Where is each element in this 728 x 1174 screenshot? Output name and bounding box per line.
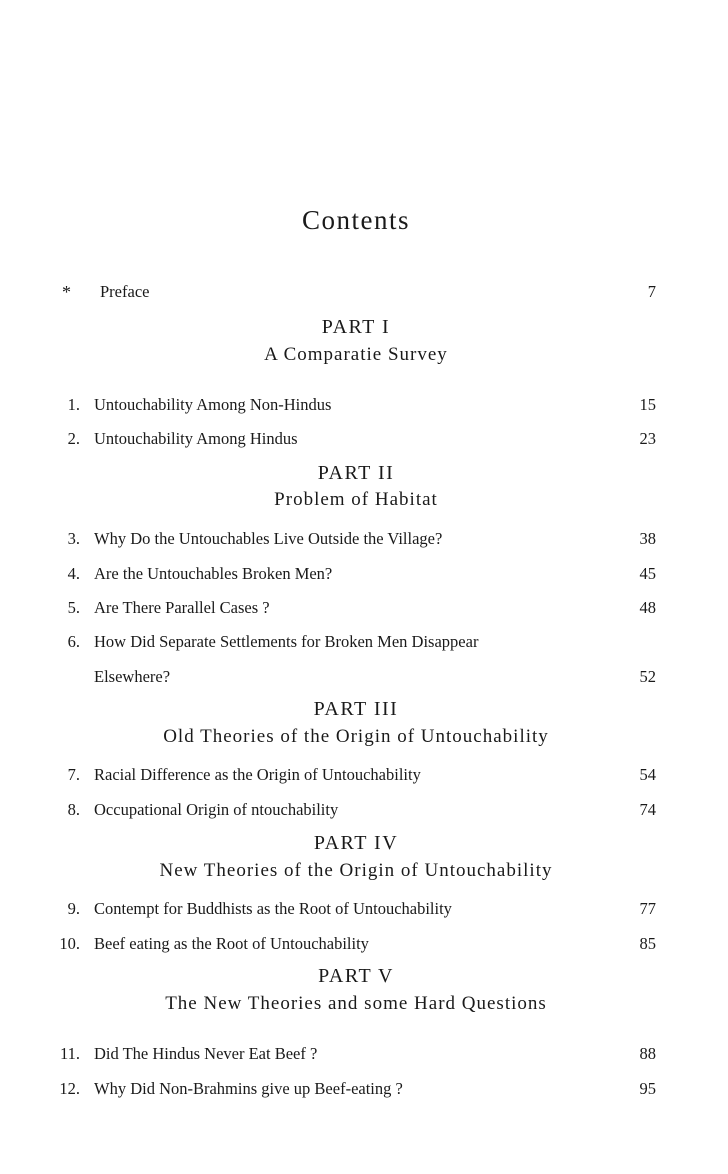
toc-entry-number: 9. — [67, 899, 80, 918]
toc-entry[interactable] — [0, 526, 728, 552]
part-heading: PART II — [317, 462, 395, 484]
toc-entry-page: 77 — [639, 899, 656, 918]
toc-entry-page: 52 — [639, 667, 656, 686]
toc-entry-title: Did The Hindus Never Eat Beef ? — [94, 1044, 318, 1063]
toc-entry[interactable] — [0, 595, 728, 621]
toc-entry[interactable] — [0, 797, 728, 823]
toc-entry-title: Racial Difference as the Origin of Untouchability — [94, 765, 421, 784]
toc-entry-title: Untouchability Among Hindus — [94, 429, 298, 448]
toc-entry-number: 6. — [67, 632, 80, 651]
toc-entry-page: 38 — [639, 529, 656, 548]
toc-entry[interactable] — [0, 561, 728, 587]
part-subtitle: The New Theories and some Hard Questions — [165, 993, 547, 1014]
toc-entry[interactable] — [0, 426, 728, 452]
toc-entry-title: Contempt for Buddhists as the Root of Untouchability — [94, 899, 452, 918]
toc-entry[interactable] — [0, 931, 728, 957]
toc-entry[interactable] — [0, 896, 728, 922]
part-heading: PART V — [318, 965, 394, 987]
toc-entry-page: 23 — [639, 429, 656, 448]
toc-entry[interactable] — [0, 1076, 728, 1102]
toc-entry-title: Are the Untouchables Broken Men? — [94, 564, 333, 583]
toc-entry-number: 2. — [67, 429, 80, 448]
toc-entry-page: 45 — [639, 564, 656, 583]
toc-entry-page: 85 — [639, 934, 656, 953]
toc-entry[interactable] — [0, 762, 728, 788]
part-heading: PART I — [321, 316, 391, 338]
page-title: Contents — [301, 205, 410, 235]
toc-entry-number: 11. — [59, 1044, 80, 1063]
toc-entry-title: Why Did Non-Brahmins give up Beef-eating ? — [94, 1079, 403, 1098]
toc-entry-page: 95 — [639, 1079, 656, 1098]
toc-entry-title: Are There Parallel Cases ? — [94, 598, 270, 617]
toc-entry-page: 15 — [639, 395, 656, 414]
part-subtitle: A Comparatie Survey — [264, 344, 448, 365]
toc-entry-page: 54 — [639, 765, 656, 784]
part-heading: PART IV — [313, 832, 399, 854]
toc-entry-number: 7. — [67, 765, 80, 784]
toc-entry-page: 7 — [647, 282, 656, 301]
part-subtitle: New Theories of the Origin of Untouchability — [159, 860, 553, 881]
toc-entry-number: 3. — [67, 529, 80, 548]
toc-entry[interactable] — [0, 1041, 728, 1067]
toc-entry-title-cont: Elsewhere? — [94, 667, 171, 686]
toc-entry[interactable] — [0, 629, 728, 655]
preface-marker: * — [62, 282, 71, 302]
toc-entry-number: 1. — [67, 395, 80, 414]
toc-entry-continuation[interactable] — [0, 664, 728, 690]
toc-entry-number: 10. — [59, 934, 80, 953]
toc-entry[interactable] — [0, 392, 728, 418]
part-heading: PART III — [313, 698, 399, 720]
toc-entry-title: Preface — [100, 282, 150, 301]
toc-entry-page: 48 — [639, 598, 656, 617]
part-subtitle: Old Theories of the Origin of Untouchability — [163, 726, 549, 747]
toc-entry-number: 8. — [67, 800, 80, 819]
toc-entry-number: 12. — [59, 1079, 80, 1098]
toc-entry-preface[interactable] — [0, 279, 728, 305]
toc-entry-title: Beef eating as the Root of Untouchability — [94, 934, 369, 953]
part-subtitle: Problem of Habitat — [274, 489, 438, 510]
toc-entry-number: 5. — [67, 598, 80, 617]
toc-entry-title: Occupational Origin of ntouchability — [94, 800, 339, 819]
toc-entry-page: 74 — [639, 800, 656, 819]
toc-entry-title: How Did Separate Settlements for Broken Men Disappear — [94, 632, 479, 651]
toc-entry-number: 4. — [67, 564, 80, 583]
toc-entry-title: Untouchability Among Non-Hindus — [94, 395, 332, 414]
toc-entry-title: Why Do the Untouchables Live Outside the Village? — [94, 529, 443, 548]
toc-entry-page: 88 — [639, 1044, 656, 1063]
